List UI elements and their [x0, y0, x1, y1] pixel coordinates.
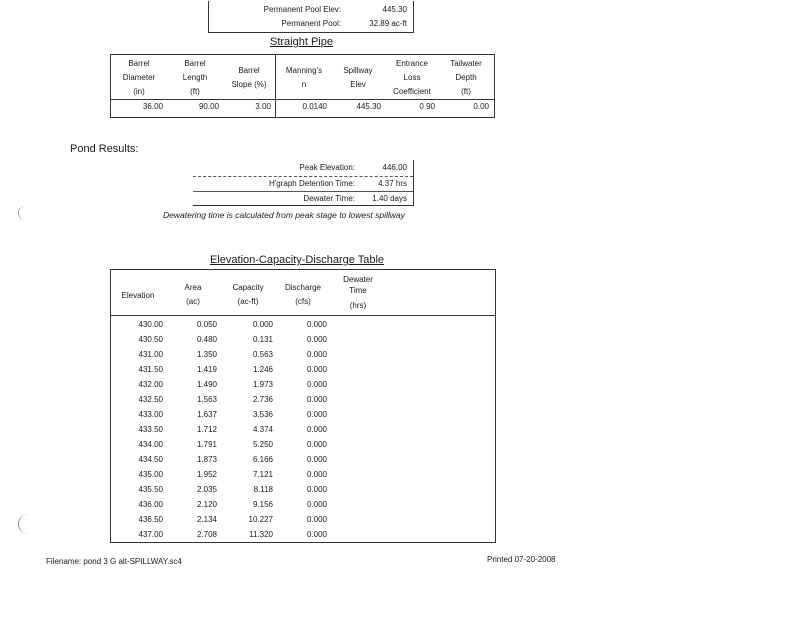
- table-row: 435.50 2.035 8.118 0.000: [138, 485, 327, 494]
- value-barrel-slope: 3.00: [255, 102, 271, 111]
- header-barrel-diameter: Barrel Diameter (in): [122, 59, 156, 96]
- header-dewater-time: Dewater Time (hrs): [343, 275, 373, 310]
- permanent-pool-volume-value: 32.89 ac-ft: [369, 19, 407, 28]
- permanent-pool-elev-row: [209, 3, 413, 17]
- table-row: 436.00 2.120 9.156 0.000: [138, 500, 327, 509]
- permanent-pool-elev-label: Permanent Pool Elev:: [263, 5, 341, 14]
- straight-pipe-table: [110, 54, 495, 118]
- header-barrel-slope: Barrel Slope (%): [231, 66, 267, 89]
- value-mannings-n: 0.0140: [302, 102, 327, 111]
- table-row: 436.50 2.134 10.227 0.000: [138, 515, 327, 524]
- detention-time-value: 4.37 hrs: [378, 179, 407, 188]
- punch-hole-mark: [18, 206, 29, 220]
- header-barrel-length: Barrel Length (ft): [182, 59, 208, 96]
- dewatering-note: Dewatering time is calculated from peak stage to lowest spillway: [163, 210, 405, 220]
- table-row: 433.50 1.712 4.374 0.000: [138, 425, 327, 434]
- permanent-pool-volume-label: Permanent Pool:: [281, 19, 341, 28]
- ecd-table: [110, 269, 496, 543]
- header-capacity: Capacity (ac-ft): [232, 283, 264, 306]
- table-row: 433.00 1.637 3.536 0.000: [138, 410, 327, 419]
- peak-elevation-label: Peak Elevation:: [299, 163, 355, 172]
- table-row: 430.50 0.480 0.131 0.000: [138, 335, 327, 344]
- table-row: 431.50 1.419 1.246 0.000: [138, 365, 327, 374]
- permanent-pool-volume-row: [209, 17, 413, 31]
- detention-time-label: H'graph Detention Time:: [268, 179, 355, 188]
- value-tailwater-depth: 0.00: [473, 102, 489, 111]
- peak-elevation-row: [193, 161, 413, 176]
- straight-pipe-title: Straight Pipe: [270, 36, 333, 48]
- header-tailwater-depth: Tailwater Depth (ft): [450, 59, 482, 96]
- value-barrel-length: 90.00: [198, 102, 219, 111]
- table-row: 434.50 1.873 6.166 0.000: [138, 455, 327, 464]
- table-divider: [275, 55, 276, 117]
- footer-printed-date: Printed 07-20-2008: [487, 555, 556, 564]
- table-row: 432.50 1.563 2.736 0.000: [138, 395, 327, 404]
- dewater-time-row: [193, 191, 413, 207]
- value-spillway-elev: 445.30: [356, 102, 381, 111]
- header-elevation: Elevation: [121, 291, 155, 300]
- header-discharge: Discharge (cfs): [284, 283, 321, 306]
- permanent-pool-box: [208, 1, 414, 33]
- table-row: 434.00 1.791 5.250 0.000: [138, 440, 327, 449]
- ecd-table-title: Elevation-Capacity-Discharge Table: [210, 254, 385, 266]
- header-area: Area (ac): [184, 283, 202, 306]
- punch-hole-mark: [18, 514, 29, 534]
- header-spillway-elev: Spillway Elev: [343, 66, 373, 89]
- peak-elevation-value: 446.00: [382, 163, 407, 172]
- table-divider: [111, 315, 495, 316]
- permanent-pool-elev-value: 445.30: [382, 5, 407, 14]
- dewater-time-value: 1.40 days: [372, 194, 407, 203]
- pond-results-box: [193, 160, 414, 206]
- value-barrel-diameter: 36.00: [142, 102, 163, 111]
- dewater-time-label: Dewater Time:: [303, 194, 355, 203]
- table-row: 430.00 0.050 0.000 0.000: [138, 320, 327, 329]
- footer-filename: Filename: pond 3 G alt-SPILLWAY.sc4: [46, 557, 182, 566]
- table-row: 437.00 2.708 11.320 0.000: [138, 530, 327, 539]
- detention-time-row: [193, 176, 413, 192]
- table-divider: [111, 99, 494, 100]
- table-row: 432.00 1.490 1.973 0.000: [138, 380, 327, 389]
- table-row: 435.00 1.952 7.121 0.000: [138, 470, 327, 479]
- header-entrance-loss: Entrance Loss Coefficient: [393, 59, 431, 96]
- pond-results-title: Pond Results:: [70, 143, 139, 155]
- table-row: 431.00 1.350 0.563 0.000: [138, 350, 327, 359]
- header-mannings-n: Manning's n: [285, 66, 323, 89]
- value-entrance-loss: 0.90: [419, 102, 435, 111]
